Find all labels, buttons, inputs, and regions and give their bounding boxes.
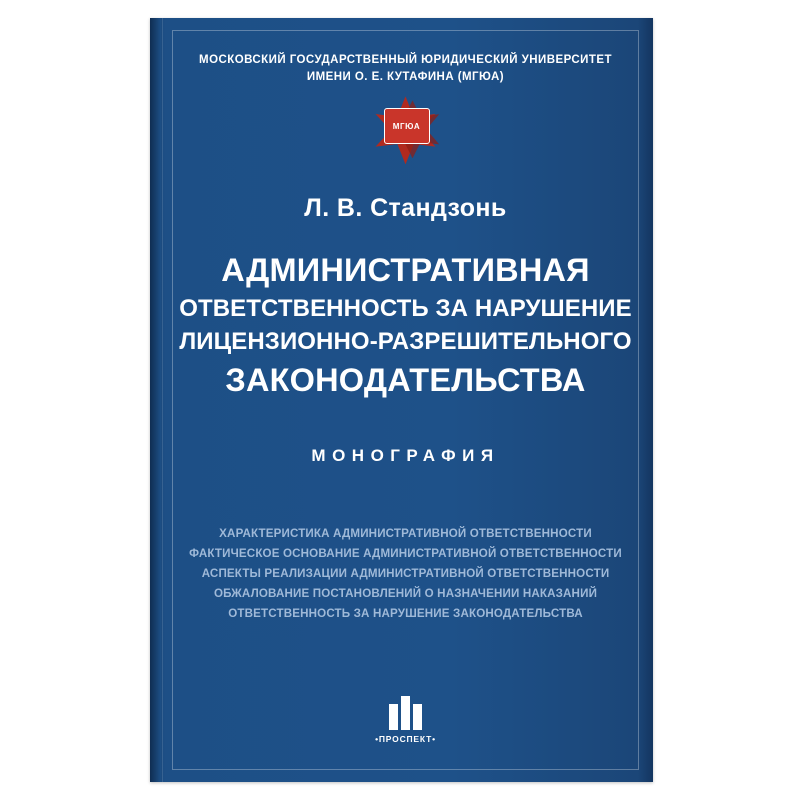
- logo-bar-right: [413, 704, 422, 730]
- book-title: [172, 251, 639, 400]
- logo-bar-left: [389, 704, 398, 730]
- book-spine-highlight: [162, 18, 163, 782]
- university-name-line1: МОСКОВСКИЙ ГОСУДАРСТВЕННЫЙ ЮРИДИЧЕСКИЙ УНИВЕРСИТЕТ: [199, 54, 612, 66]
- university-name: [199, 52, 612, 85]
- topic-item: ХАРАКТЕРИСТИКА АДМИНИСТРАТИВНОЙ ОТВЕТСТВЕННОСТИ: [219, 527, 592, 541]
- topic-item: АСПЕКТЫ РЕАЛИЗАЦИИ АДМИНИСТРАТИВНОЙ ОТВЕТСТВЕННОСТИ: [201, 566, 610, 580]
- cover-content: [172, 30, 639, 770]
- book-title-line1: АДМИНИСТРАТИВНАЯ: [221, 252, 590, 289]
- emblem-abbreviation: МГЮА: [392, 121, 421, 131]
- publisher-name: •ПРОСПЕКТ•: [375, 734, 436, 744]
- book-title-line2: ОТВЕТСТВЕННОСТЬ ЗА НАРУШЕНИЕ: [179, 294, 632, 322]
- book-cover: [150, 18, 653, 782]
- prospekt-logo-icon: [375, 696, 437, 730]
- book-genre: МОНОГРАФИЯ: [311, 446, 500, 466]
- book-title-line3: ЛИЦЕНЗИОННО-РАЗРЕШИТЕЛЬНОГО: [179, 327, 632, 355]
- topic-item: ОТВЕТСТВЕННОСТЬ ЗА НАРУШЕНИЕ ЗАКОНОДАТЕЛЬСТВА: [228, 606, 583, 620]
- university-emblem: [358, 94, 454, 170]
- university-name-line2: ИМЕНИ О. Е. КУТАФИНА (МГЮА): [306, 70, 505, 83]
- emblem-shield-icon: [384, 108, 430, 144]
- topic-item: ФАКТИЧЕСКОЕ ОСНОВАНИЕ АДМИНИСТРАТИВНОЙ ОТВЕТСТВЕННОСТИ: [189, 547, 622, 560]
- logo-bar-center: [401, 696, 410, 730]
- publisher-logo: [344, 696, 468, 752]
- topic-item: ОБЖАЛОВАНИЕ ПОСТАНОВЛЕНИЙ О НАЗНАЧЕНИИ НАКАЗАНИЙ: [213, 586, 598, 600]
- author-name: Л. В. Стандзонь: [304, 194, 507, 223]
- book-title-line4: ЗАКОНОДАТЕЛЬСТВА: [225, 362, 586, 399]
- book-spine: [150, 18, 161, 782]
- topics-list: [172, 524, 639, 624]
